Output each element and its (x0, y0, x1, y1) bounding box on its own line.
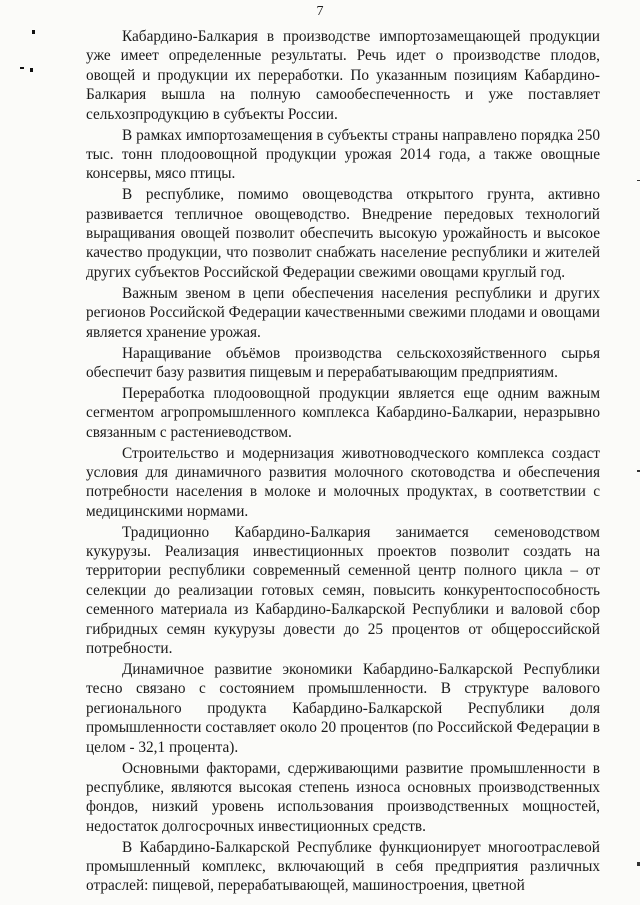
scan-mark (30, 68, 33, 72)
scan-mark (20, 67, 24, 69)
paragraph: Важным звеном в цепи обеспечения населения республики и других регионов Российской Федерации качественными свежими плодами и овощами является хранение урожая. (86, 284, 600, 341)
page-number: 7 (316, 4, 324, 19)
paragraph: В Кабардино-Балкарской Республике функционирует многоотраслевой промышленный комплекс, включающий в себя предприятия различных отраслей: пищевой, перерабатывающей, машиностроения, цветной (86, 838, 600, 895)
paragraph: Традиционно Кабардино-Балкария занимается семеноводством кукурузы. Реализация инвестиционных проектов позволит создать на территории республики современный семенной центр полного цикла – от селекции до реализации готовых семян, повысить конкурентоспособность семенного материала из Кабардино-Балкарской Республики и валовой сбор гибридных семян кукурузы довести до 25 процентов от общероссийской потребности. (86, 523, 600, 658)
paragraph: Переработка плодоовощной продукции является еще одним важным сегментом агропромышленного комплекса Кабардино-Балкарии, неразрывно связанным с растениеводством. (86, 384, 600, 441)
body-text (86, 27, 600, 897)
paragraph: Динамичное развитие экономики Кабардино-Балкарской Республики тесно связано с состоянием промышленности. В структуре валового регионального продукта Кабардино-Балкарской Республики доля промышленности составляет около 20 процентов (по Российской Федерации в целом - 32,1 процента). (86, 661, 600, 756)
paragraph: Строительство и модернизация животноводческого комплекса создаст условия для динамичного развития молочного скотоводства и обеспечения потребности населения в молоке и молочных продуктах, в соответствии с медицинскими нормами. (86, 444, 600, 520)
paragraph: Кабардино-Балкария в производстве импортозамещающей продукции уже имеет определенные результаты. Речь идет о производстве плодов, овощей и продукции их переработки. По указанным позициям Кабардино-Балкария вышла на полную самообеспеченность и уже поставляет сельхозпродукцию в субъекты России. (86, 28, 600, 123)
paragraph: Наращивание объёмов производства сельскохозяйственного сырья обеспечит базу развития пищевым и перерабатывающим предприятиям. (86, 344, 600, 381)
paragraph: В республике, помимо овощеводства открытого грунта, активно развивается тепличное овощеводство. Внедрение передовых технологий выращивания овощей позволит обеспечить высокую урожайность и высокое качество продукции, что позволит снабжать население республики и жителей других субъектов Российской Федерации свежими овощами круглый год. (86, 186, 600, 281)
scan-mark (32, 30, 35, 34)
paragraph: В рамках импортозамещения в субъекты страны направлено порядка 250 тыс. тонн плодоовощной продукции урожая 2014 года, а также овощные консервы, мясо птицы. (86, 126, 600, 183)
paragraph: Основными факторами, сдерживающими развитие промышленности в республике, являются высокая степень износа основных производственных фондов, низкий уровень использования производственных мощностей, недостаток долгосрочных инвестиционных средств. (86, 759, 600, 835)
